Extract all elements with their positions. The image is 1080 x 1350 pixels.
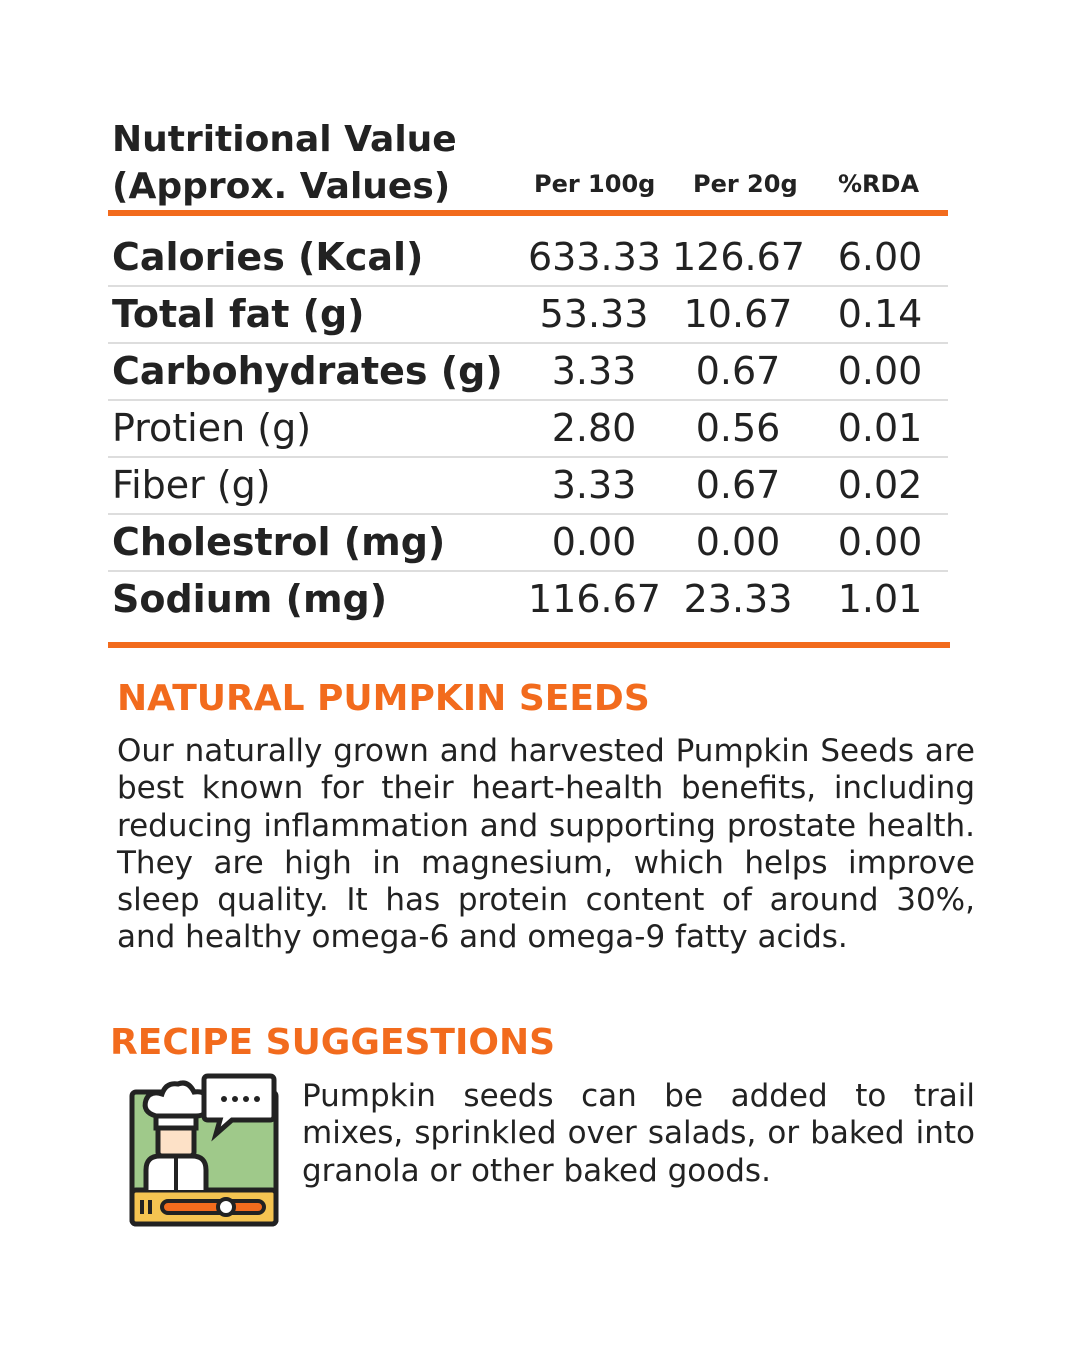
table-row (108, 458, 948, 515)
value-rda: 0.01 (837, 406, 923, 450)
value-rda: 0.00 (837, 349, 923, 393)
column-header-rda: %RDA (838, 170, 920, 198)
row-label: Carbohydrates (g) (112, 349, 503, 393)
value-per100g: 53.33 (539, 292, 649, 336)
recipe-text: Pumpkin seeds can be added to trail mixes, sprinkled over salads, or baked into granola or other baked goods. (302, 1078, 975, 1189)
value-per100g: 3.33 (551, 349, 637, 393)
value-per100g: 116.67 (528, 577, 661, 621)
table-row (108, 515, 948, 572)
row-label: Calories (Kcal) (112, 235, 424, 279)
nutrition-title (112, 116, 457, 210)
row-label: Total fat (g) (112, 292, 365, 336)
table-row (108, 230, 948, 287)
about-title: NATURAL PUMPKIN SEEDS (117, 678, 650, 719)
table-bottom-divider (108, 642, 950, 648)
value-rda: 0.14 (837, 292, 923, 336)
value-per100g: 633.33 (528, 235, 661, 279)
nutrition-table (108, 112, 948, 627)
nutrition-title-line2: (Approx. Values) (112, 166, 451, 207)
chef-video-icon (128, 1072, 280, 1230)
row-label: Protien (g) (112, 406, 312, 450)
nutrition-rows (108, 230, 948, 627)
about-text: Our naturally grown and harvested Pumpkin Seeds are best known for their heart-health benefits, including reducing inflammation and supporting prostate health. They are high in magnesium, which helps improve sleep quality. It has protein content of around 30%, and healthy omega-6 and omega-9 fatty acids. (117, 733, 975, 956)
row-label: Sodium (mg) (112, 577, 388, 621)
column-header-per100g: Per 100g (534, 170, 656, 198)
table-row (108, 401, 948, 458)
column-header-per20g: Per 20g (693, 170, 798, 198)
value-per100g: 2.80 (551, 406, 637, 450)
row-label: Cholestrol (mg) (112, 520, 446, 564)
nutrition-title-line1: Nutritional Value (112, 119, 457, 160)
table-row (108, 344, 948, 401)
value-rda: 0.00 (837, 520, 923, 564)
value-rda: 1.01 (837, 577, 923, 621)
row-label: Fiber (g) (112, 463, 271, 507)
value-per20g: 0.56 (695, 406, 781, 450)
header-divider (108, 210, 948, 216)
value-per20g: 0.67 (695, 349, 781, 393)
value-rda: 6.00 (837, 235, 923, 279)
value-rda: 0.02 (837, 463, 923, 507)
table-row (108, 287, 948, 344)
recipe-title: RECIPE SUGGESTIONS (110, 1022, 556, 1063)
value-per100g: 0.00 (551, 520, 637, 564)
value-per20g: 23.33 (683, 577, 793, 621)
value-per20g: 10.67 (683, 292, 793, 336)
table-row (108, 572, 948, 627)
value-per100g: 3.33 (551, 463, 637, 507)
value-per20g: 0.67 (695, 463, 781, 507)
value-per20g: 0.00 (695, 520, 781, 564)
nutrition-header (108, 112, 948, 210)
value-per20g: 126.67 (672, 235, 805, 279)
